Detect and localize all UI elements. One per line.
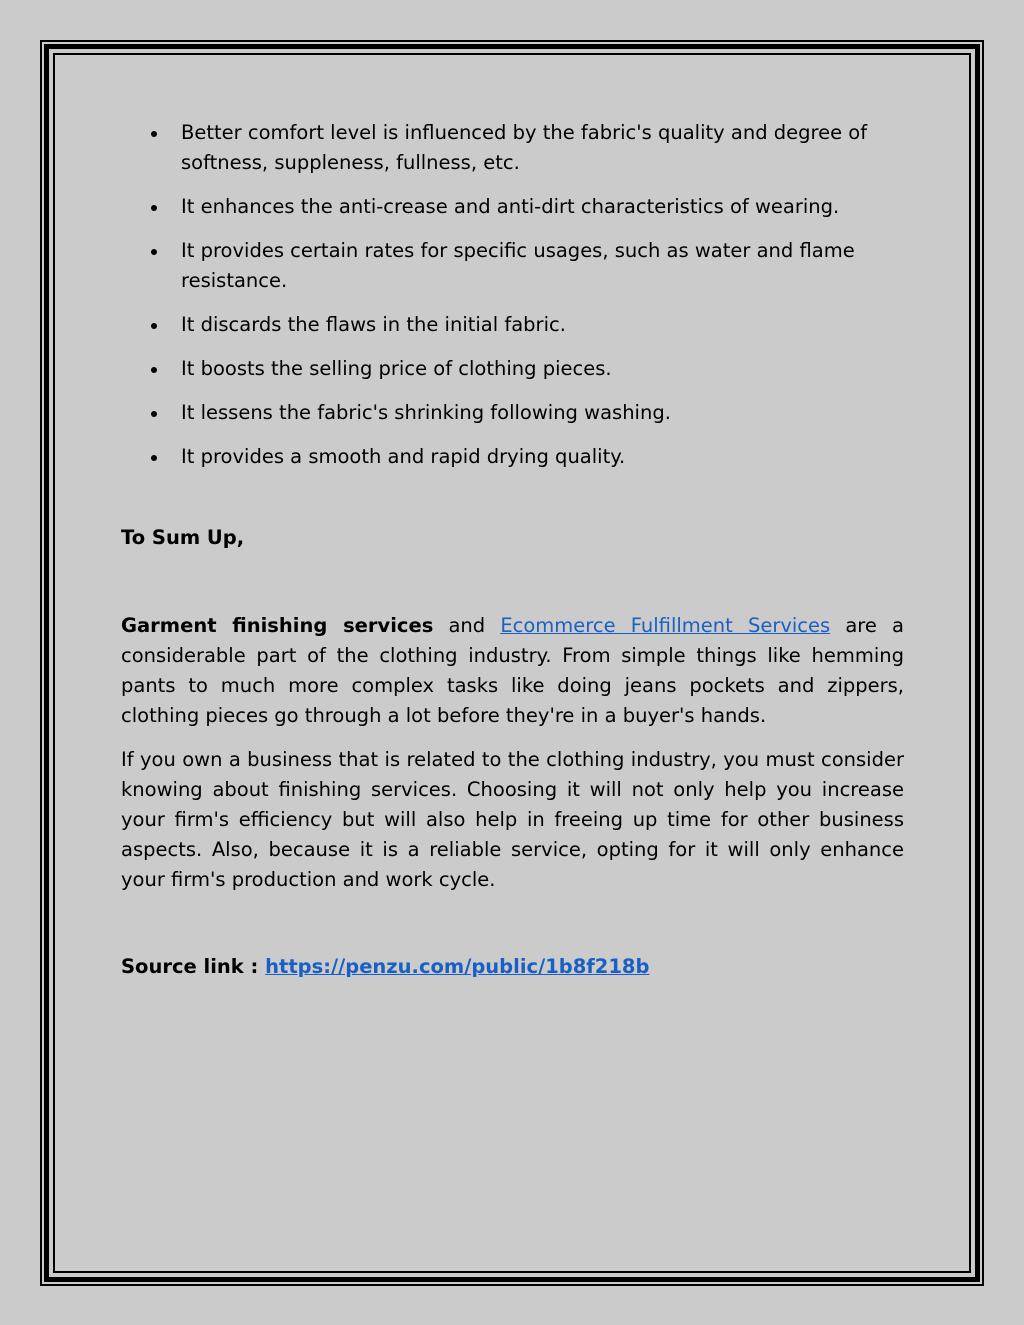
bullet-icon [151, 323, 157, 329]
connector-text: and [433, 614, 501, 637]
list-item-text: It boosts the selling price of clothing pieces. [181, 357, 612, 380]
list-item-text: It provides a smooth and rapid drying quality. [181, 445, 626, 468]
list-item-text: It lessens the fabric's shrinking following washing. [181, 401, 671, 424]
bold-lead-text: Garment finishing services [121, 614, 434, 637]
list-item [121, 310, 904, 340]
list-item [121, 354, 904, 384]
bullet-icon [151, 367, 157, 373]
summary-paragraph [121, 611, 904, 731]
list-item-text: It enhances the anti-crease and anti-dirt characteristics of wearing. [181, 195, 840, 218]
business-paragraph: If you own a business that is related to the clothing industry, you must consider knowing about finishing services. Choosing it will not only help you increase your firm's efficiency but will also help in freeing up time for other business aspects. Also, because it is a reliable service, opting for it will only enhance your firm's production and work cycle. [121, 748, 904, 891]
bullet-icon [151, 249, 157, 255]
list-item [121, 398, 904, 428]
source-url-link[interactable]: https://penzu.com/public/1b8f218b [265, 955, 650, 978]
source-line [121, 952, 904, 982]
document-body [121, 118, 904, 982]
list-item-text: Better comfort level is influenced by the fabric's quality and degree of softness, suppleness, fullness, etc. [181, 121, 868, 174]
ecommerce-fulfillment-link[interactable]: Ecommerce Fulfillment Services [500, 614, 831, 637]
list-item-text: It discards the flaws in the initial fabric. [181, 313, 566, 336]
list-item [121, 118, 904, 178]
bullet-icon [151, 455, 157, 461]
list-item [121, 192, 904, 222]
list-item-text: It provides certain rates for specific usages, such as water and flame resistance. [181, 239, 855, 292]
paragraph-rest-text: are a considerable part of the clothing industry. From simple things like hemming pants to much more complex tasks like doing jeans pockets and zippers, clothing pieces go through a lot before they're in a buyer's hands. [121, 614, 904, 727]
section-heading: To Sum Up, [121, 526, 245, 549]
source-label: Source link : [121, 955, 266, 978]
list-item [121, 236, 904, 296]
bullet-icon [151, 411, 157, 417]
bullet-icon [151, 131, 157, 137]
bullet-icon [151, 205, 157, 211]
list-item [121, 442, 904, 472]
benefits-list [121, 118, 904, 472]
